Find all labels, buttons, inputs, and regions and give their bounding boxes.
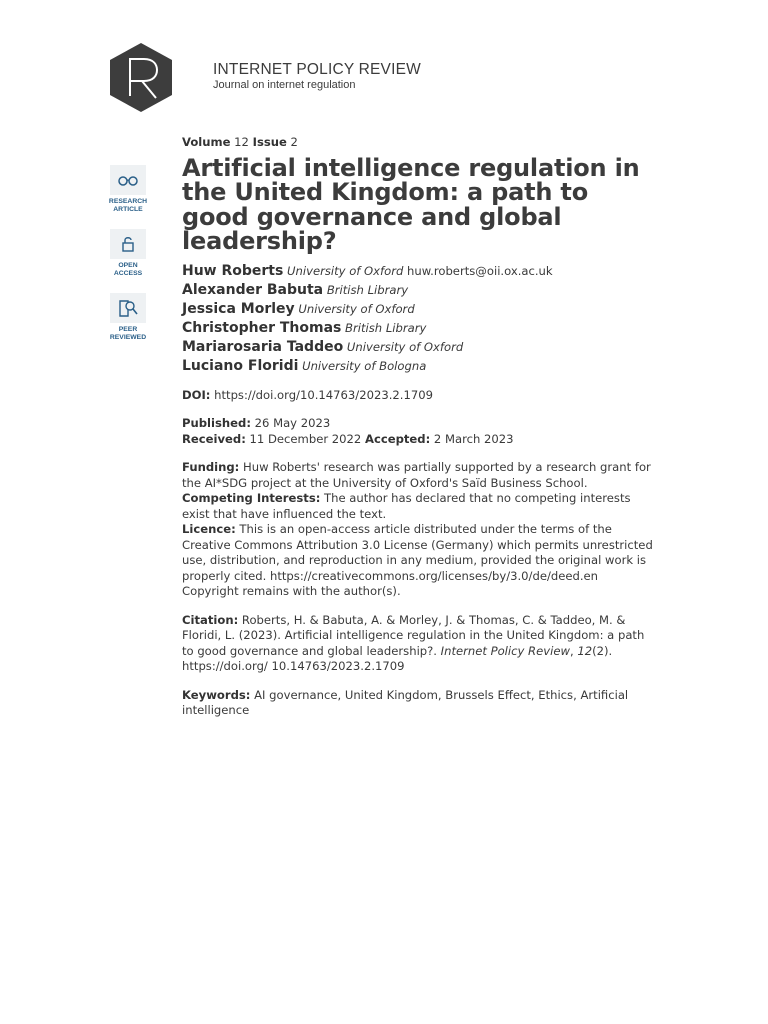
author-entry [182, 319, 657, 338]
magnifier-document-icon [117, 297, 139, 319]
article-metadata [182, 135, 657, 719]
author-entry [182, 338, 657, 357]
article-badges [108, 165, 148, 357]
citation-block [182, 613, 657, 675]
funding-text: Huw Roberts' research was partially supported by a research grant for the AI*SDG project at the University of Oxford's Saïd Business School. [182, 460, 651, 490]
author-email-link[interactable]: huw.roberts@oii.ox.ac.uk [407, 263, 553, 278]
author-affiliation: University of Oxford [298, 301, 415, 316]
licence-text: This is an open-access article distributed under the terms of the Creative Commons Attribution 3.0 License (Germany) which permits unrestricted use, distribution, and reproduction in any medium, provided the original work is properly cited. https://creativecommons.org/licenses/by/3.0/de/deed.en [182, 522, 653, 583]
published-line [182, 416, 657, 432]
author-list [182, 262, 657, 376]
glasses-icon [117, 173, 139, 187]
competing-text: The author has declared that no competing interests exist that have influenced the text. [182, 491, 631, 521]
journal-logo [108, 42, 174, 113]
keywords-text: AI governance, United Kingdom, Brussels Effect, Ethics, Artificial intelligence [182, 687, 629, 717]
author-affiliation: British Library [326, 282, 409, 297]
doi-label: DOI: [182, 387, 211, 402]
article-title: Artificial intelligence regulation in the United Kingdom: a path to good governance and global leadership? [182, 153, 640, 255]
licence-label: Licence: [182, 522, 236, 536]
received-accepted-line [182, 432, 657, 448]
badge-label-line1: PEER [118, 326, 138, 333]
funding-label: Funding: [182, 460, 240, 474]
author-name: Alexander Babuta [182, 281, 324, 298]
published-label: Published: [182, 416, 251, 430]
licence-line [182, 522, 657, 584]
copyright-line: Copyright remains with the author(s). [182, 584, 401, 598]
author-name: Luciano Floridi [182, 357, 299, 374]
author-name: Christopher Thomas [182, 319, 342, 336]
citation-text-after: (2). https://doi.org/ 10.14763/2023.2.1709 [182, 643, 613, 673]
competing-line [182, 491, 657, 522]
issue-label: Issue [252, 135, 287, 149]
accepted-date: 2 March 2023 [433, 431, 514, 446]
author-name: Huw Roberts [182, 262, 284, 279]
keywords-block [182, 688, 657, 719]
citation-journal: Internet Policy Review [440, 643, 570, 658]
volume-label: Volume [182, 135, 231, 149]
badge-label-line1: RESEARCH [108, 198, 148, 205]
keywords-label: Keywords: [182, 687, 251, 702]
badge-research-article [108, 165, 148, 213]
citation-label: Citation: [182, 612, 239, 627]
funding-block [182, 460, 657, 600]
received-date: 11 December 2022 [249, 431, 362, 446]
doi-link[interactable]: https://doi.org/10.14763/2023.2.1709 [214, 387, 433, 402]
competing-label: Competing Interests: [182, 491, 321, 505]
issue-number: 2 [290, 135, 298, 149]
author-entry [182, 281, 657, 300]
badge-label-line1: OPEN [118, 262, 138, 269]
open-lock-icon [121, 235, 135, 253]
author-affiliation: University of Oxford [346, 339, 464, 354]
author-entry [182, 357, 657, 376]
author-affiliation: University of Bologna [302, 358, 427, 373]
badge-label-line2: REVIEWED [109, 333, 147, 341]
journal-subtitle: Journal on internet regulation [213, 79, 356, 91]
published-date: 26 May 2023 [254, 416, 331, 430]
citation-comma: , [569, 643, 574, 658]
received-label: Received: [182, 431, 246, 446]
badge-label-line2: ACCESS [113, 269, 143, 277]
volume-number: 12 [234, 135, 249, 149]
author-entry [182, 300, 657, 319]
author-name: Jessica Morley [182, 300, 295, 317]
funding-line [182, 460, 657, 491]
citation-text: Roberts, H. & Babuta, A. & Morley, J. & Thomas, C. & Taddeo, M. & Floridi, L. (2023). Artificial intelligence regulation in the United Kingdom: a path to good governance and global leadership?. [182, 612, 645, 658]
badge-label-line2: ARTICLE [113, 205, 143, 213]
author-affiliation: University of Oxford [287, 263, 404, 278]
volume-issue [182, 135, 657, 151]
dates-block [182, 416, 657, 447]
journal-name: INTERNET POLICY REVIEW [213, 61, 421, 78]
accepted-label: Accepted: [364, 431, 431, 446]
author-entry [182, 262, 657, 281]
doi-line [182, 388, 657, 404]
badge-open-access [108, 229, 148, 277]
author-affiliation: British Library [345, 320, 427, 335]
citation-volume: 12 [577, 643, 593, 658]
badge-peer-reviewed [108, 293, 148, 341]
author-name: Mariarosaria Taddeo [182, 338, 344, 355]
